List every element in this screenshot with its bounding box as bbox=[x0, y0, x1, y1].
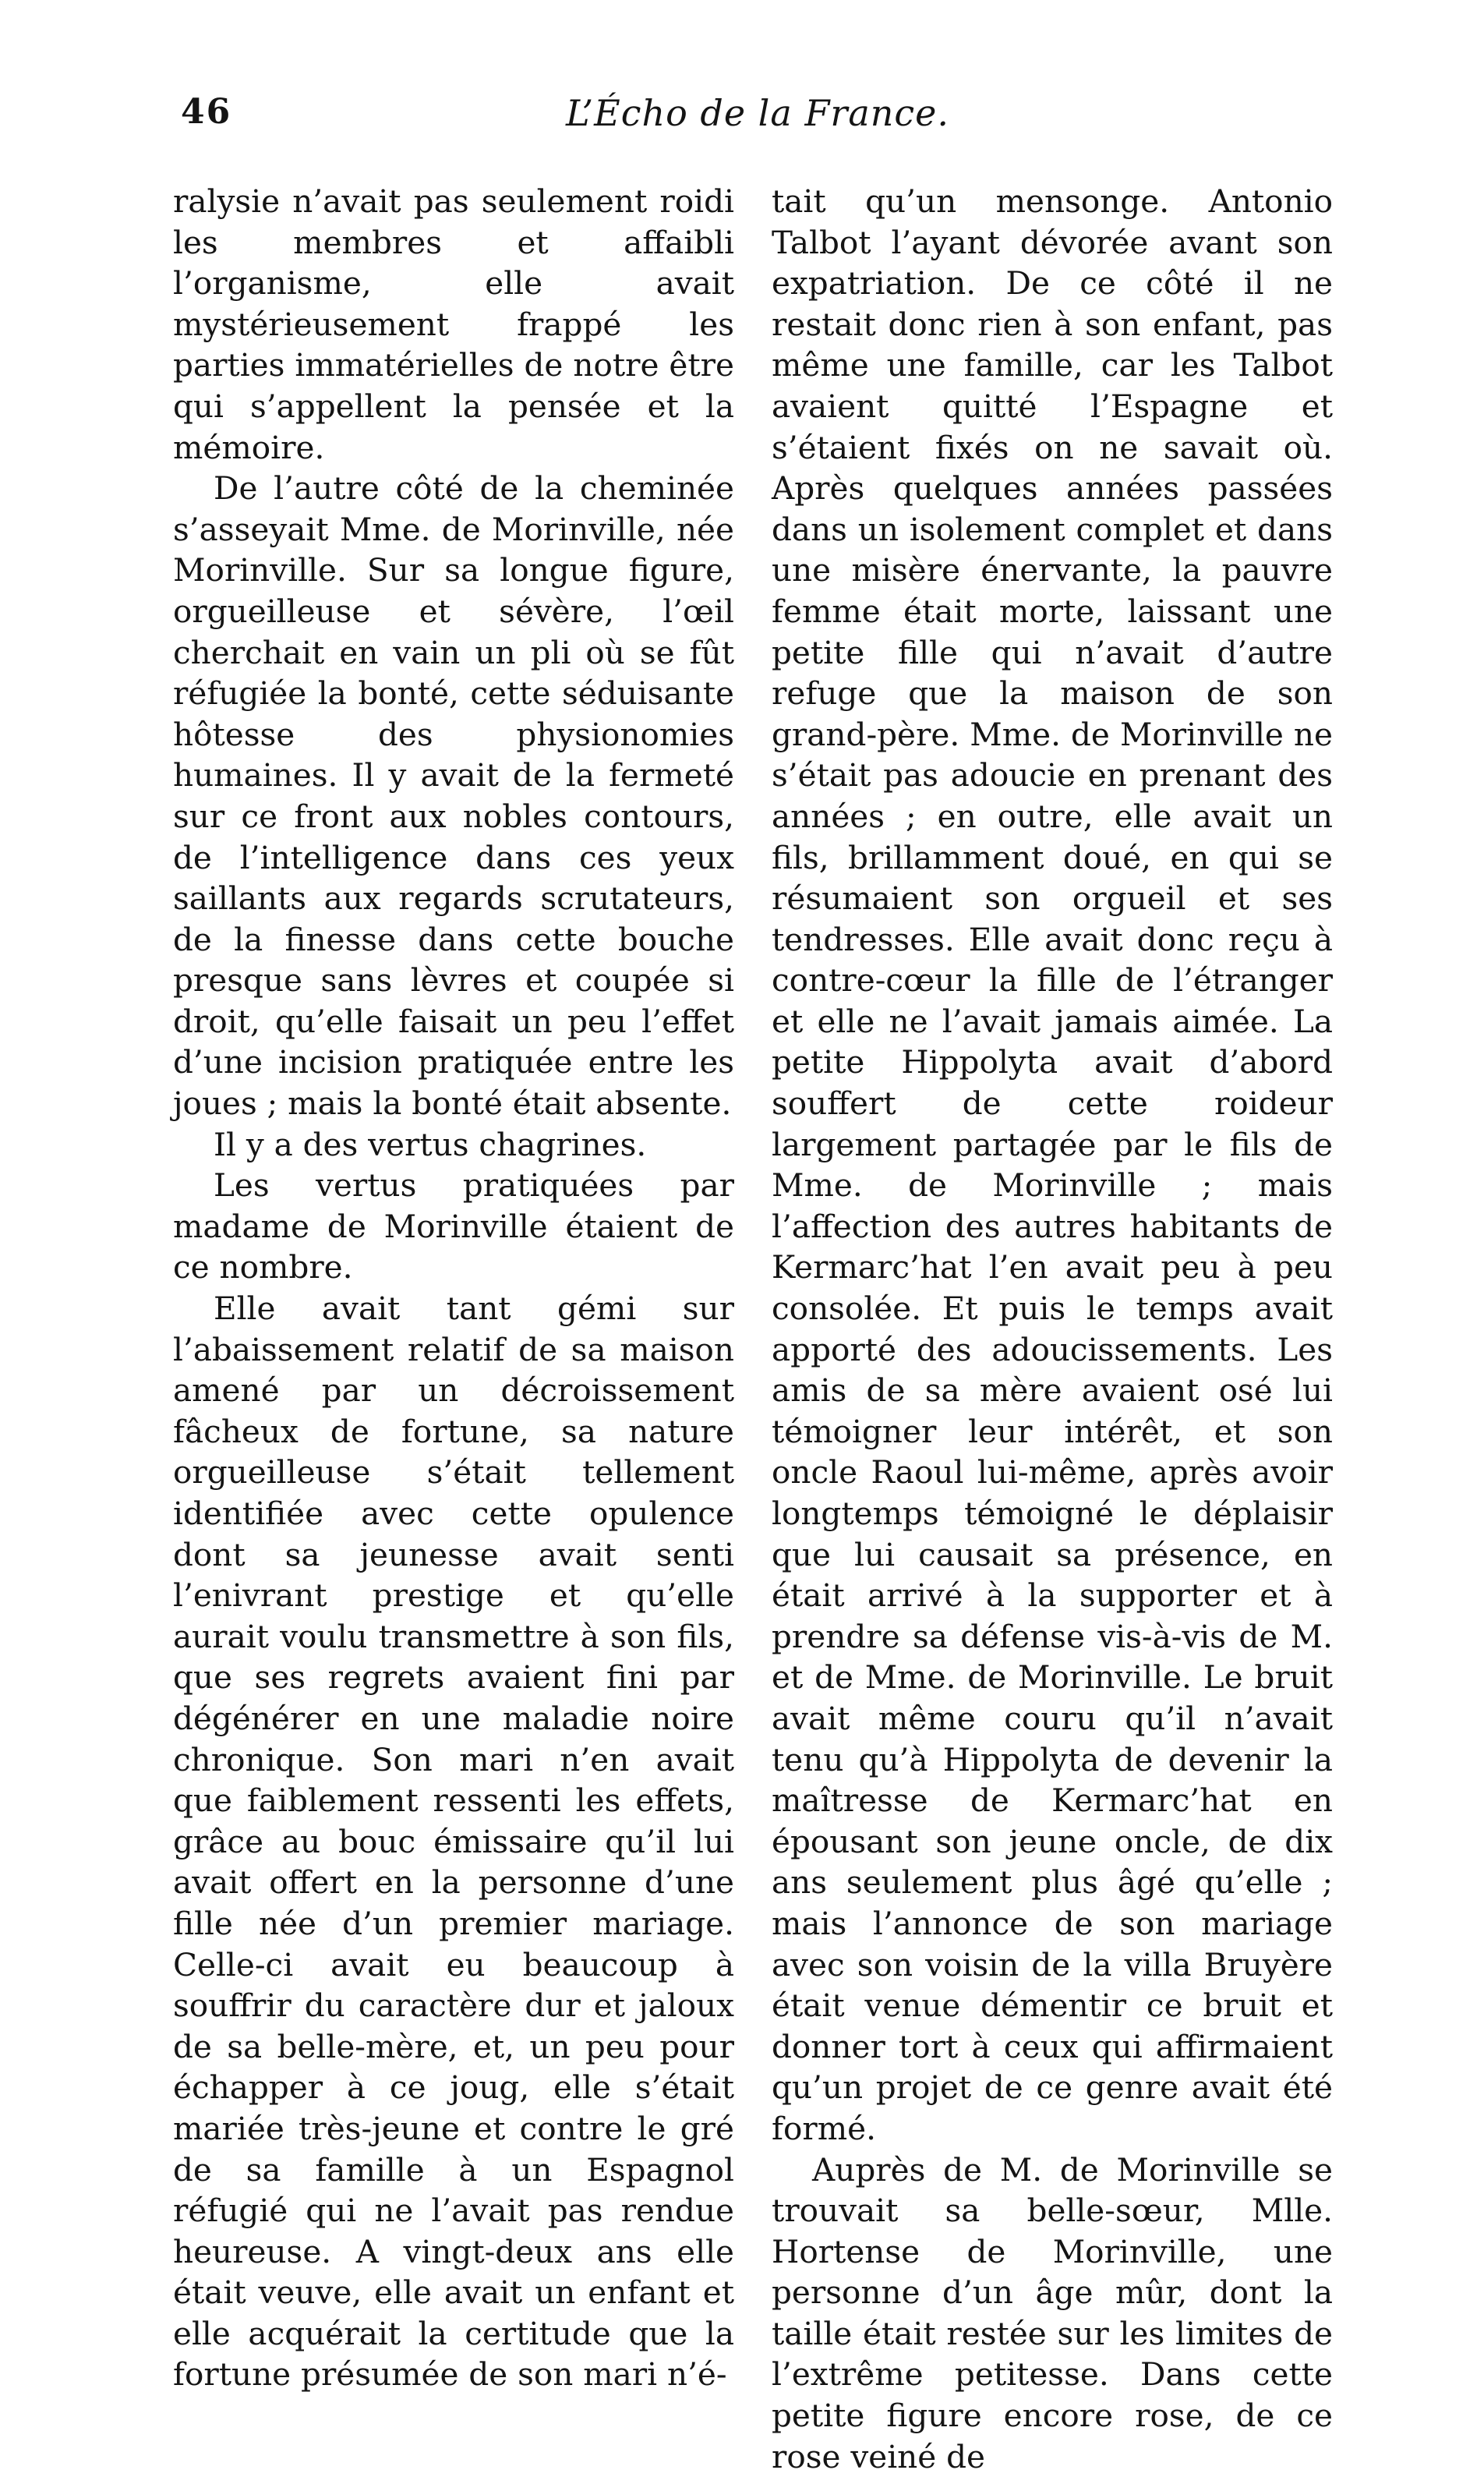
left-text-column bbox=[173, 181, 734, 2395]
right-text-column bbox=[772, 181, 1333, 2477]
paragraph: ralysie n’avait pas seulement roidi les membres et affaibli l’organisme, elle avait mystérieusement frappé les parties immatérielles de notre être qui s’appellent la pensée et la mémoire. bbox=[173, 181, 734, 468]
paragraph: Elle avait tant gémi sur l’abaissement relatif de sa maison amené par un décroissement fâcheux de fortune, sa nature orgueilleuse s’était tellement identifiée avec cette opulence dont sa jeunesse avait senti l’enivrant prestige et qu’elle aurait voulu transmettre à son fils, que ses regrets avaient fini par dégénérer en une maladie noire chronique. Son mari n’en avait que faiblement ressenti les effets, grâce au bouc émissaire qu’il lui avait offert en la personne d’une fille née d’un premier mariage. Celle-ci avait eu beaucoup à souffrir du caractère dur et jaloux de sa belle-mère, et, un peu pour échapper à ce joug, elle s’était mariée très-jeune et contre le gré de sa famille à un Espagnol réfugié qui ne l’avait pas rendue heureuse. A vingt-deux ans elle était veuve, elle avait un enfant et elle acquérait la certitude que la fortune présumée de son mari n’é- bbox=[173, 1288, 734, 2395]
paragraph: Il y a des vertus chagrines. bbox=[173, 1124, 734, 1166]
running-title: L’Écho de la France. bbox=[181, 92, 1334, 134]
paragraph: tait qu’un mensonge. Antonio Talbot l’ayant dévorée avant son expatriation. De ce côté il ne restait donc rien à son enfant, pas même une famille, car les Talbot avaient quitté l’Espagne et s’étaient fixés on ne savait où. Après quelques années passées dans un isolement complet et dans une misère énervante, la pauvre femme était morte, laissant une petite fille qui n’avait d’autre refuge que la maison de son grand-père. Mme. de Morinville ne s’était pas adoucie en prenant des années ; en outre, elle avait un fils, brillamment doué, en qui se résumaient son orgueil et ses tendresses. Elle avait donc reçu à contre-cœur la fille de l’étranger et elle ne l’avait jamais aimée. La petite Hippolyta avait d’abord souffert de cette roideur largement partagée par le fils de Mme. de Morinville ; mais l’affection des autres habitants de Kermarc’hat l’en avait peu à peu consolée. Et puis le temps avait apporté des adoucissements. Les amis de sa mère avaient osé lui témoigner leur intérêt, et son oncle Raoul lui-même, après avoir longtemps témoigné le déplaisir que lui causait sa présence, en était arrivé à la supporter et à prendre sa défense vis-à-vis de M. et de Mme. de Morinville. Le bruit avait même couru qu’il n’avait tenu qu’à Hippolyta de devenir la maîtresse de Kermarc’hat en épousant son jeune oncle, de dix ans seulement plus âgé qu’elle ; mais l’annonce de son mariage avec son voisin de la villa Bruyère était venue démentir ce bruit et donner tort à ceux qui affirmaient qu’un projet de ce genre avait été formé. bbox=[772, 181, 1333, 2150]
paragraph: Les vertus pratiquées par madame de Morinville étaient de ce nombre. bbox=[173, 1165, 734, 1288]
paragraph: Auprès de M. de Morinville se trouvait sa belle-sœur, Mlle. Hortense de Morinville, une personne d’un âge mûr, dont la taille était restée sur les limites de l’extrême petitesse. Dans cette petite figure encore rose, de ce rose veiné de bbox=[772, 2150, 1333, 2477]
page-header bbox=[181, 92, 1334, 147]
paragraph: De l’autre côté de la cheminée s’asseyait Mme. de Morinville, née Morinville. Sur sa longue figure, orgueilleuse et sévère, l’œil cherchait en vain un pli où se fût réfugiée la bonté, cette séduisante hôtesse des physionomies humaines. Il y avait de la fermeté sur ce front aux nobles contours, de l’intelligence dans ces yeux saillants aux regards scrutateurs, de la finesse dans cette bouche presque sans lèvres et coupée si droit, qu’elle faisait un peu l’effet d’une incision pratiquée entre les joues ; mais la bonté était absente. bbox=[173, 468, 734, 1124]
page-number: 46 bbox=[181, 92, 231, 132]
